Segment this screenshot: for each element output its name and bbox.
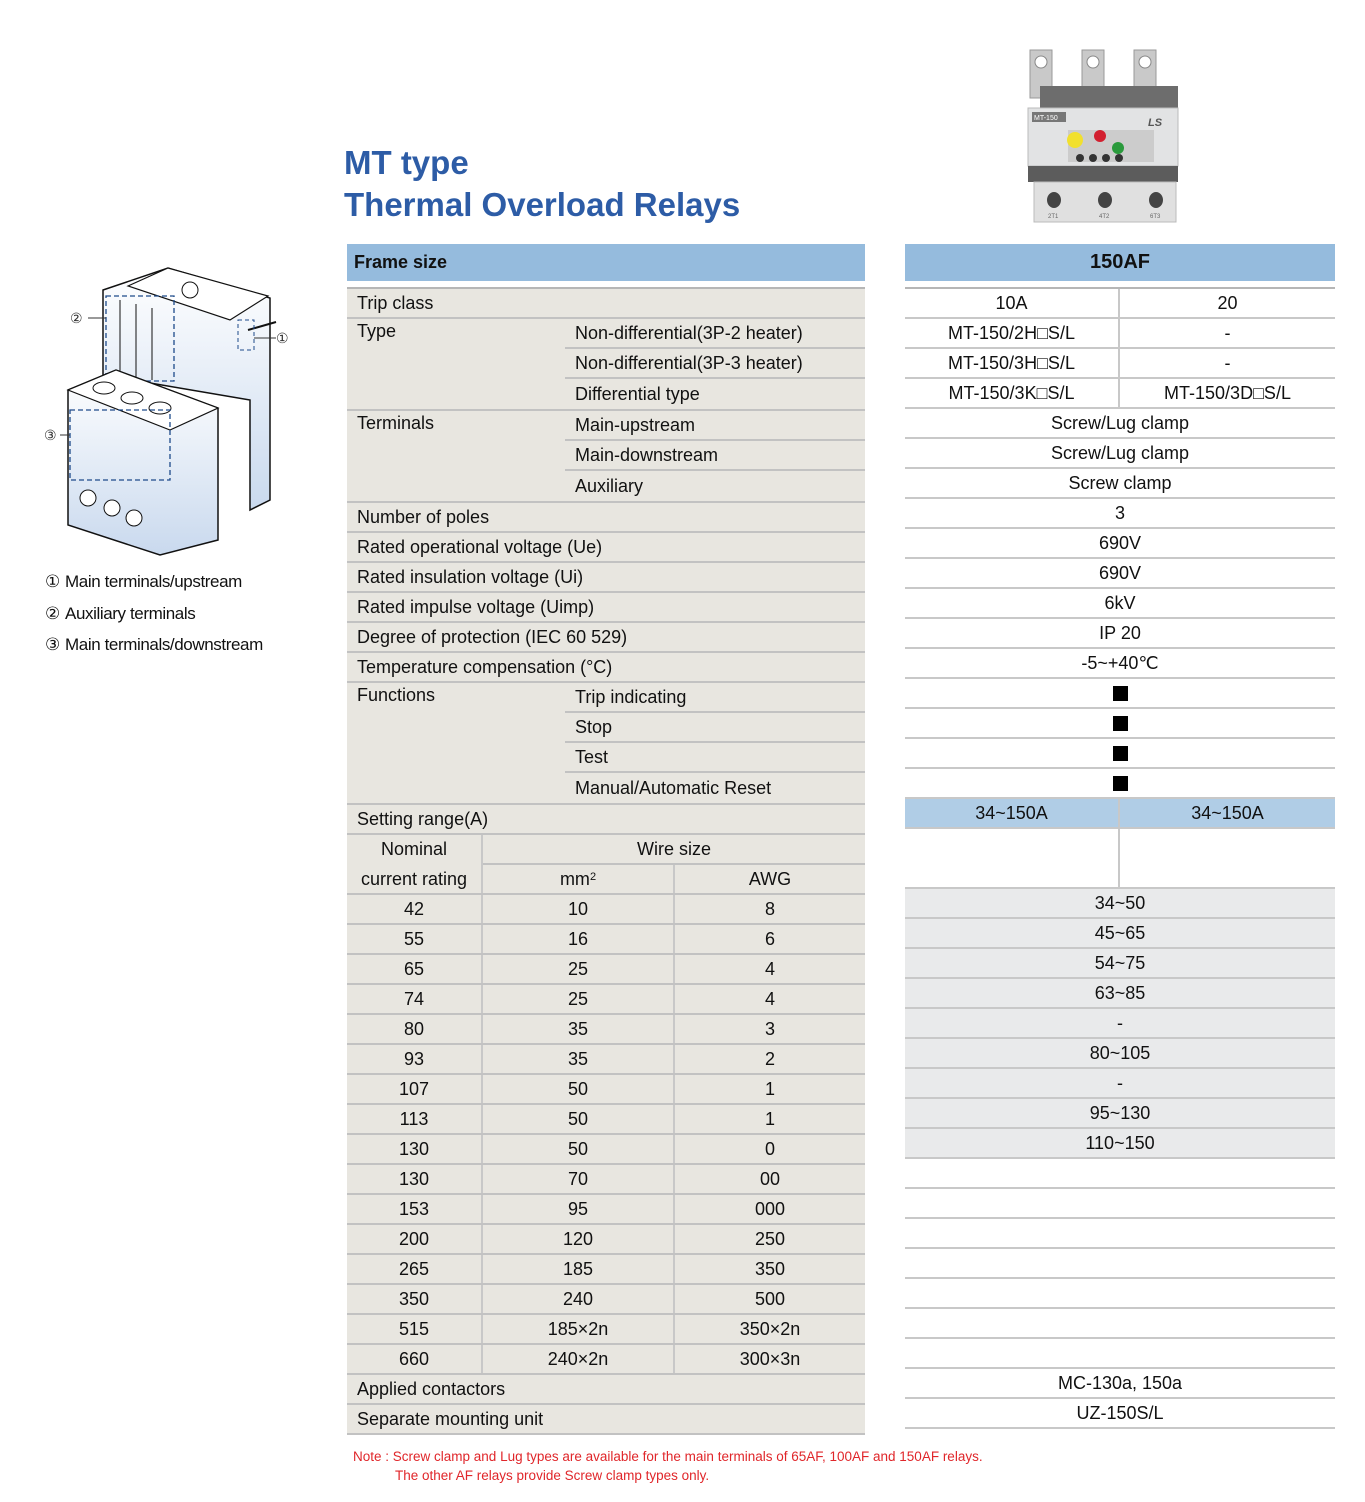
val-terminal: Screw clamp xyxy=(905,469,1335,499)
wire-size-rows xyxy=(347,895,865,1375)
mm2-cell: 95 xyxy=(483,1195,675,1223)
filled-square-icon xyxy=(1113,746,1128,761)
nominal-cell: 80 xyxy=(347,1015,483,1043)
legend-text: Main terminals/downstream xyxy=(65,635,263,654)
range-cell: 63~85 xyxy=(1094,982,1146,1003)
nominal-cell: 65 xyxy=(347,955,483,983)
mm2-cell: 10 xyxy=(483,895,675,923)
terminal-sub: Main-downstream xyxy=(565,441,865,471)
range-row xyxy=(905,1219,1335,1249)
range-row xyxy=(905,949,1335,979)
mm2-cell: 35 xyxy=(483,1045,675,1073)
type-sub: Non-differential(3P-2 heater) xyxy=(565,319,865,349)
range-row xyxy=(905,1249,1335,1279)
relay-diagram xyxy=(40,250,300,560)
legend-item xyxy=(45,570,263,602)
val-protection: IP 20 xyxy=(905,619,1335,649)
legend-num: ② xyxy=(45,603,60,623)
val-poles: 3 xyxy=(905,499,1335,529)
range-cell xyxy=(905,1159,1335,1187)
type-sub: Non-differential(3P-3 heater) xyxy=(565,349,865,379)
mm2-cell: 25 xyxy=(483,955,675,983)
group-functions: Functions Trip indicating Stop Test Manual/Automatic Reset xyxy=(347,683,865,805)
range-row xyxy=(905,1069,1335,1099)
nominal-cell: 350 xyxy=(347,1285,483,1313)
val-type: MT-150/2H□S/L - xyxy=(905,319,1335,349)
footnote xyxy=(353,1447,983,1485)
photo-model-label: MT-150 xyxy=(1034,115,1058,122)
nominal-cell: 265 xyxy=(347,1255,483,1283)
terminal-sub: Main-upstream xyxy=(565,411,865,441)
row-mounting: Separate mounting unit xyxy=(347,1405,865,1435)
awg-cell: 00 xyxy=(759,1168,781,1189)
wire-size-header: Nominal current rating Wire size mm $^2$ AWG xyxy=(347,835,865,895)
callout-1: ① xyxy=(276,330,289,346)
legend-text: Auxiliary terminals xyxy=(65,603,196,623)
wire-row xyxy=(347,1195,865,1225)
nominal-cell: 74 xyxy=(347,985,483,1013)
callout-3: ③ xyxy=(44,427,57,443)
awg-cell: 350×2n xyxy=(739,1318,801,1339)
page-title xyxy=(344,142,740,226)
range-cell xyxy=(905,1309,1335,1337)
wire-row xyxy=(347,1255,865,1285)
photo-brand: LS xyxy=(1148,117,1163,129)
wire-row xyxy=(347,1165,865,1195)
range-cell: 34~50 xyxy=(1094,892,1146,913)
awg-cell: 500 xyxy=(754,1288,786,1309)
note-line-1: Note : Screw clamp and Lug types are available for the main terminals of 65AF, 100AF and 150AF relays. xyxy=(353,1449,983,1464)
photo-terminal-2: 4T2 xyxy=(1099,214,1110,220)
awg-cell: 4 xyxy=(764,988,775,1009)
val-terminal: Screw/Lug clamp xyxy=(905,409,1335,439)
mm2-cell: 16 xyxy=(483,925,675,953)
wire-row xyxy=(347,1105,865,1135)
frame-size-header: Frame size xyxy=(347,244,865,281)
note-line-2: The other AF relays provide Screw clamp types only. xyxy=(395,1468,710,1483)
row-uimp: Rated impulse voltage (Uimp) xyxy=(347,593,865,623)
legend-num: ③ xyxy=(45,635,60,654)
row-poles: Number of poles xyxy=(347,503,865,533)
spec-value-table xyxy=(905,244,1335,1429)
awg-cell: 2 xyxy=(764,1048,775,1069)
photo-terminal-1: 2T1 xyxy=(1048,214,1059,220)
val-ue: 690V xyxy=(905,529,1335,559)
range-row xyxy=(905,1309,1335,1339)
nominal-cell: 130 xyxy=(347,1135,483,1163)
range-row xyxy=(905,1009,1335,1039)
range-row xyxy=(905,1099,1335,1129)
function-sub: Manual/Automatic Reset xyxy=(575,777,772,798)
row-trip-class: Trip class xyxy=(347,289,865,319)
wire-row xyxy=(347,985,865,1015)
type-sub: Differential type xyxy=(575,383,700,404)
awg-cell: 1 xyxy=(764,1108,775,1129)
nominal-cell: 200 xyxy=(347,1225,483,1253)
val-applied: MC-130a, 150a xyxy=(905,1369,1335,1399)
row-ue: Rated operational voltage (Ue) xyxy=(347,533,865,563)
nominal-cell: 55 xyxy=(347,925,483,953)
wire-row xyxy=(347,1015,865,1045)
awg-cell: 4 xyxy=(764,958,775,979)
val-function xyxy=(905,709,1335,739)
awg-cell: 000 xyxy=(754,1198,786,1219)
function-sub: Stop xyxy=(565,713,865,743)
mm2-cell: 240 xyxy=(483,1285,675,1313)
range-row xyxy=(905,919,1335,949)
wire-row xyxy=(347,925,865,955)
val-terminal: Screw/Lug clamp xyxy=(905,439,1335,469)
mm2-cell: 185 xyxy=(483,1255,675,1283)
legend-num: ① xyxy=(45,572,60,591)
nominal-cell: 660 xyxy=(347,1345,483,1373)
row-temp: Temperature compensation (°C) xyxy=(347,653,865,683)
val-trip-class: 10A 20 xyxy=(905,289,1335,319)
nominal-cell: 107 xyxy=(347,1075,483,1103)
range-row xyxy=(905,1039,1335,1069)
awg-cell: 0 xyxy=(764,1138,775,1159)
title-line-1: MT type xyxy=(344,144,469,181)
function-sub: Trip indicating xyxy=(565,683,865,713)
range-cell: 54~75 xyxy=(1094,952,1146,973)
range-cell xyxy=(905,1249,1335,1277)
val-setting-range: 34~150A 34~150A xyxy=(905,799,1335,829)
awg-cell: 350 xyxy=(754,1258,786,1279)
wire-row xyxy=(347,955,865,985)
mm2-cell: 240×2n xyxy=(483,1345,675,1373)
range-cell xyxy=(905,1219,1335,1247)
row-protection: Degree of protection (IEC 60 529) xyxy=(347,623,865,653)
row-ui: Rated insulation voltage (Ui) xyxy=(347,563,865,593)
range-cell: 110~150 xyxy=(1085,1132,1155,1153)
spec-label-table xyxy=(347,244,865,1435)
val-mounting: UZ-150S/L xyxy=(905,1399,1335,1429)
awg-cell: 1 xyxy=(764,1078,775,1099)
mm2-cell: 50 xyxy=(483,1075,675,1103)
wire-row xyxy=(347,1075,865,1105)
range-cell: - xyxy=(1117,1072,1123,1093)
nominal-cell: 42 xyxy=(347,895,483,923)
mm2-cell: 50 xyxy=(483,1105,675,1133)
legend-item xyxy=(45,633,263,665)
mm2-cell: 35 xyxy=(483,1015,675,1043)
nominal-cell: 515 xyxy=(347,1315,483,1343)
wire-row xyxy=(347,1315,865,1345)
title-line-2: Thermal Overload Relays xyxy=(344,186,741,223)
filled-square-icon xyxy=(1113,776,1128,791)
awg-cell: 3 xyxy=(764,1018,775,1039)
mm2-cell: 50 xyxy=(483,1135,675,1163)
row-applied: Applied contactors xyxy=(347,1375,865,1405)
wire-row xyxy=(347,1345,865,1375)
val-type: MT-150/3K□S/L MT-150/3D□S/L xyxy=(905,379,1335,409)
mm2-cell: 185×2n xyxy=(483,1315,675,1343)
range-cell xyxy=(905,1189,1335,1217)
diagram-legend xyxy=(45,570,263,665)
range-cell: 95~130 xyxy=(1089,1102,1151,1123)
nominal-cell: 93 xyxy=(347,1045,483,1073)
range-cell: 80~105 xyxy=(1089,1042,1151,1063)
awg-cell: 300×3n xyxy=(739,1348,801,1369)
mm2-cell: 70 xyxy=(483,1165,675,1193)
nominal-cell: 113 xyxy=(347,1105,483,1133)
range-cell: 45~65 xyxy=(1094,922,1146,943)
legend-text: Main terminals/upstream xyxy=(65,572,242,591)
range-row xyxy=(905,979,1335,1009)
wire-row xyxy=(347,1285,865,1315)
mm2-cell: 120 xyxy=(483,1225,675,1253)
awg-cell: 8 xyxy=(764,898,775,919)
val-function xyxy=(905,679,1335,709)
val-uimp: 6kV xyxy=(905,589,1335,619)
range-row xyxy=(905,1189,1335,1219)
wire-row xyxy=(347,1135,865,1165)
range-cell: - xyxy=(1117,1012,1123,1033)
group-type: Type Non-differential(3P-2 heater) Non-differential(3P-3 heater) Differential type xyxy=(347,319,865,411)
legend-item xyxy=(45,602,263,634)
range-cell xyxy=(905,1339,1335,1367)
photo-terminal-3: 6T3 xyxy=(1150,214,1161,220)
wire-row xyxy=(347,895,865,925)
range-row xyxy=(905,889,1335,919)
awg-cell: 6 xyxy=(764,928,775,949)
filled-square-icon xyxy=(1113,716,1128,731)
terminal-sub: Auxiliary xyxy=(575,475,644,496)
val-function xyxy=(905,739,1335,769)
group-terminals: Terminals Main-upstream Main-downstream Auxiliary xyxy=(347,411,865,503)
wire-row xyxy=(347,1045,865,1075)
val-function xyxy=(905,769,1335,799)
range-cell xyxy=(905,1279,1335,1307)
range-row xyxy=(905,1159,1335,1189)
range-row xyxy=(905,1279,1335,1309)
val-wire-header-blank xyxy=(905,829,1335,889)
frame-150af-header: 150AF xyxy=(905,244,1335,281)
wire-row xyxy=(347,1225,865,1255)
awg-cell: 250 xyxy=(754,1228,786,1249)
callout-2: ② xyxy=(70,310,83,326)
val-type: MT-150/3H□S/L - xyxy=(905,349,1335,379)
product-photo xyxy=(1020,48,1190,226)
function-sub: Test xyxy=(565,743,865,773)
row-setting-range: Setting range(A) xyxy=(347,805,865,835)
setting-range-rows xyxy=(905,889,1335,1369)
range-row xyxy=(905,1339,1335,1369)
val-ui: 690V xyxy=(905,559,1335,589)
nominal-cell: 153 xyxy=(347,1195,483,1223)
nominal-cell: 130 xyxy=(347,1165,483,1193)
mm2-cell: 25 xyxy=(483,985,675,1013)
val-temp: -5~+40℃ xyxy=(905,649,1335,679)
range-row xyxy=(905,1129,1335,1159)
filled-square-icon xyxy=(1113,686,1128,701)
